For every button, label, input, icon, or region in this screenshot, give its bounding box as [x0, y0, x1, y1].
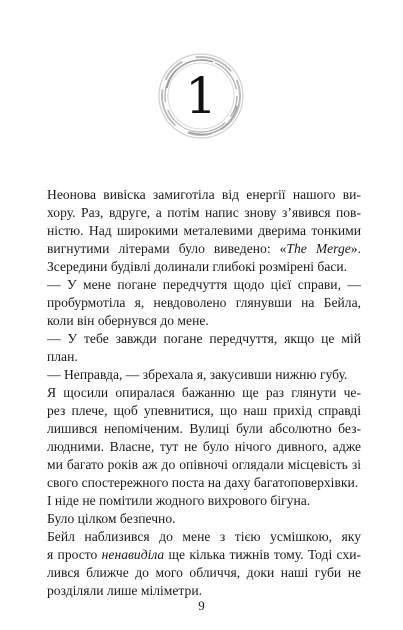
text-line: рез плече, щоб упевнитися, що наш прихід справді: [47, 403, 361, 418]
text-line: Було цілком безпечно.: [47, 511, 176, 526]
paragraph: [47, 186, 361, 276]
paragraph: [47, 510, 361, 528]
text-line: І ніде не помітили жодного вихрового бігуна.: [47, 493, 311, 508]
text-line: лишився непоміченим. Вулиці були абсолютно без-: [47, 421, 361, 436]
text-line: — У тебе завжди погане передчуття, якщо це мій: [47, 331, 361, 346]
text-line: вигнутими літерами було виведено: «The Merge».: [47, 241, 361, 256]
text-line: Я щосили опиралася бажанню ще раз глянути че-: [47, 385, 361, 400]
page-number: 9: [198, 598, 205, 613]
paragraph: [47, 330, 361, 366]
text-line: ністю. Над широкими металевими дверима тонкими: [47, 223, 361, 238]
text-line: ми багато років аж до опівночі оглядали місцевість зі: [47, 457, 361, 472]
chapter-body-text: [47, 186, 361, 600]
chapter-number: 1: [185, 67, 217, 125]
text-line: план.: [47, 349, 78, 364]
text-line: — У мене погане передчуття щодо цієї справи, —: [47, 277, 361, 292]
paragraph: [47, 528, 361, 600]
text-line: пробурмотіла я, невдоволено глянувши на Бейла,: [47, 295, 361, 310]
chapter-ring-ornament: [153, 48, 249, 144]
text-line: хору. Раз, вдруге, а потім напис знову з’явився пов-: [47, 205, 361, 220]
paragraph: [47, 492, 361, 510]
text-line: Неонова вивіска замиготіла від енергії нашого ви-: [47, 187, 361, 202]
text-line: лився ближче до мого обличчя, доки наші губи не: [47, 565, 361, 580]
paragraph: [47, 276, 361, 330]
text-line: — Неправда, — збрехала я, закусивши нижню губу.: [47, 367, 348, 382]
text-line: коли він обернувся до мене.: [47, 313, 209, 328]
text-line: Зсередини будівлі долинали глибокі розмірені баси.: [47, 259, 348, 274]
text-line: розділяли лише міліметри.: [47, 583, 203, 598]
text-line: я просто ненавиділа ще кілька тижнів тому. Тоді схи-: [47, 547, 361, 562]
text-line: Бейл наблизився до мене з тією усмішкою, яку: [47, 529, 361, 544]
paragraph: [47, 384, 361, 492]
text-line: людними. Власне, тут не було нічого дивного, адже: [47, 439, 361, 454]
text-line: свого спостережного поста на даху багатоповерхівки.: [47, 475, 359, 490]
paragraph: [47, 366, 361, 384]
